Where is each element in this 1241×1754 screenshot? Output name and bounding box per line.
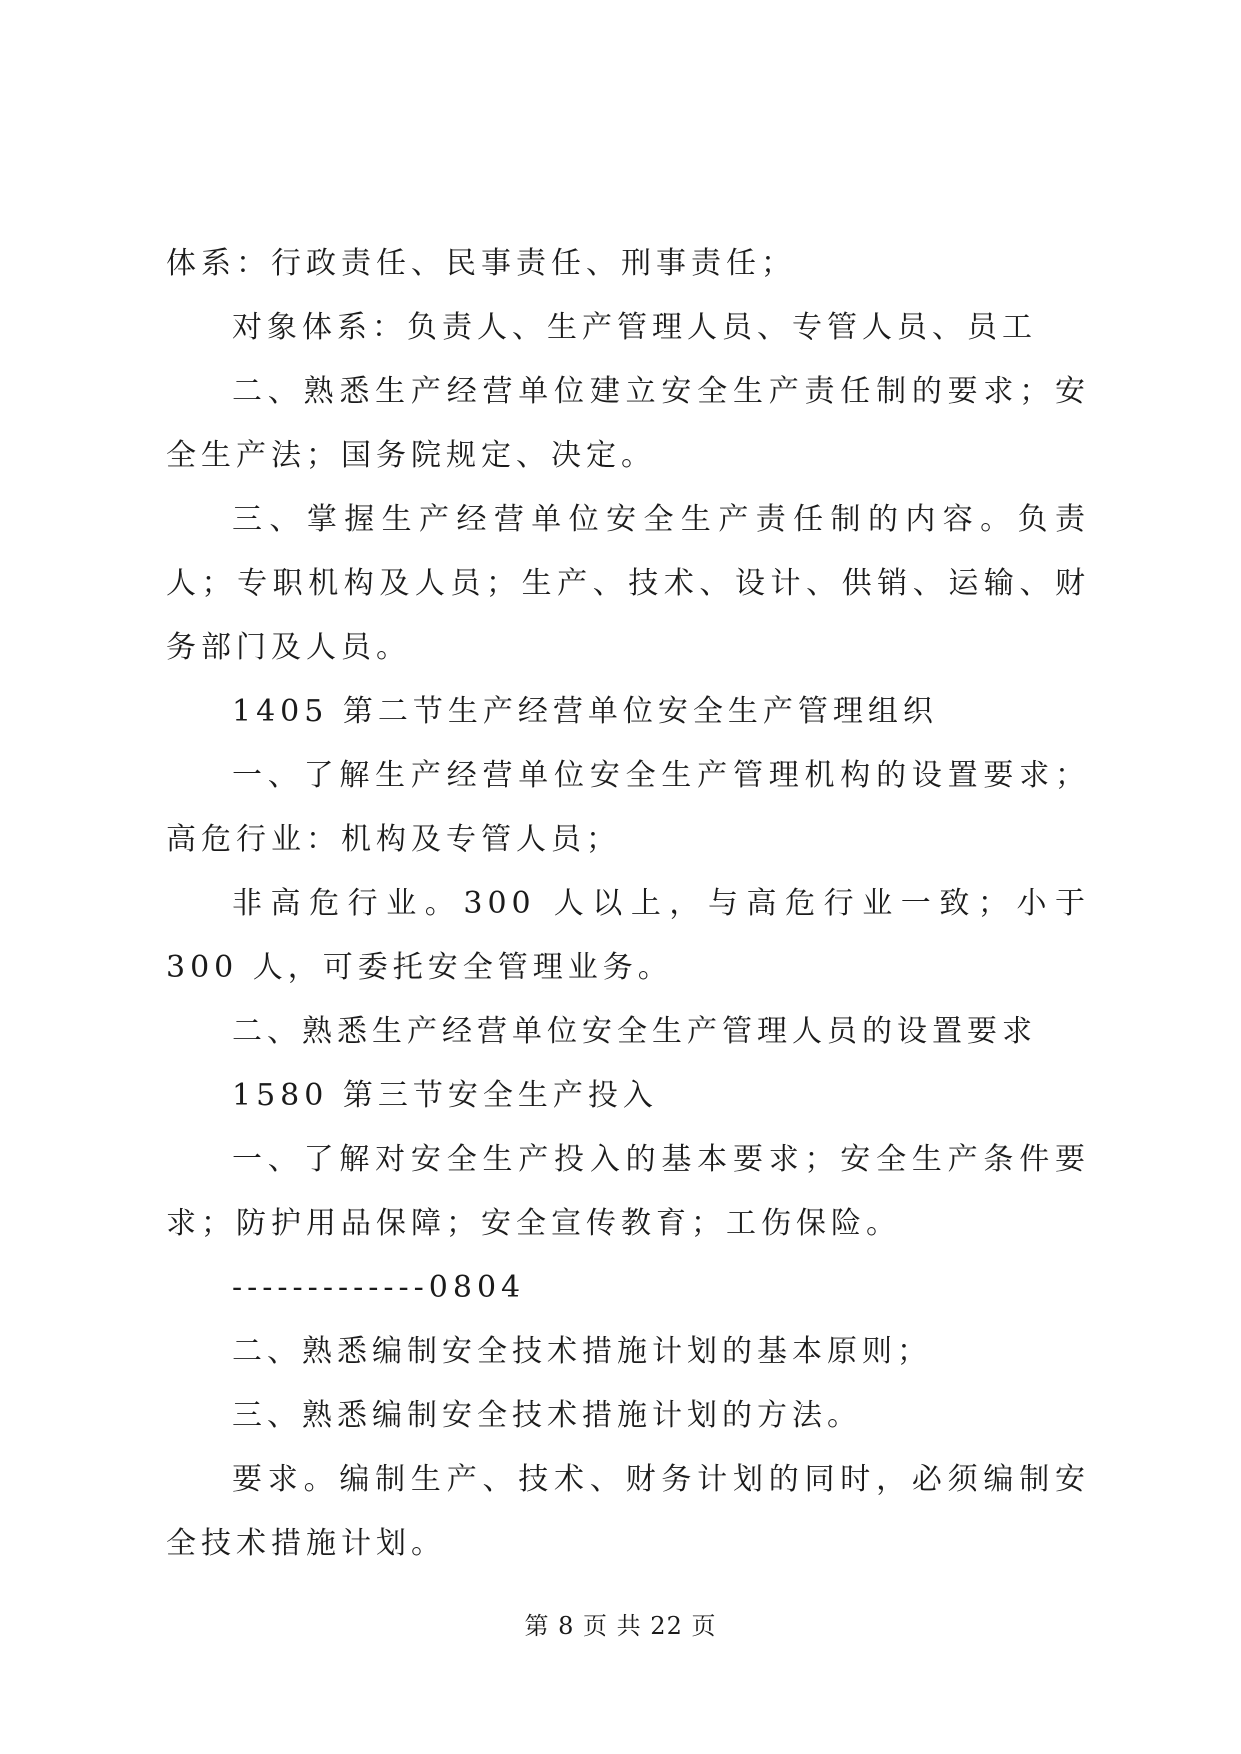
paragraph: 二、熟悉生产经营单位安全生产管理人员的设置要求	[232, 1014, 1037, 1049]
paragraph: 二、熟悉生产经营单位建立安全生产责任制的要求；安全生产法；国务院规定、决定。	[166, 374, 1090, 473]
paragraph: 三、熟悉编制安全技术措施计划的方法。	[232, 1398, 862, 1433]
section-heading: 1580 第三节安全生产投入	[232, 1078, 658, 1113]
paragraph: 一、了解对安全生产投入的基本要求；安全生产条件要求；防护用品保障；安全宣传教育；工伤保险。	[166, 1142, 1090, 1241]
page-number-footer: 第 8 页 共 22 页	[524, 1612, 717, 1640]
paragraph: 对象体系：负责人、生产管理人员、专管人员、员工	[232, 310, 1037, 345]
paragraph: 要求。编制生产、技术、财务计划的同时，必须编制安全技术措施计划。	[166, 1462, 1090, 1561]
paragraph: 体系：行政责任、民事责任、刑事责任；	[166, 246, 796, 281]
paragraph: 一、了解生产经营单位安全生产管理机构的设置要求；高危行业：机构及专管人员；	[166, 758, 1090, 857]
paragraph: 二、熟悉编制安全技术措施计划的基本原则；	[232, 1334, 932, 1369]
section-heading: 1405 第二节生产经营单位安全生产管理组织	[232, 694, 938, 729]
separator-line: -------------0804	[232, 1270, 526, 1305]
paragraph: 三、掌握生产经营单位安全生产责任制的内容。负责人；专职机构及人员；生产、技术、设计、供销、运输、财务部门及人员。	[166, 502, 1090, 665]
document-body	[166, 232, 1090, 1576]
paragraph: 非高危行业。300 人以上，与高危行业一致；小于 300 人，可委托安全管理业务。	[166, 886, 1090, 985]
